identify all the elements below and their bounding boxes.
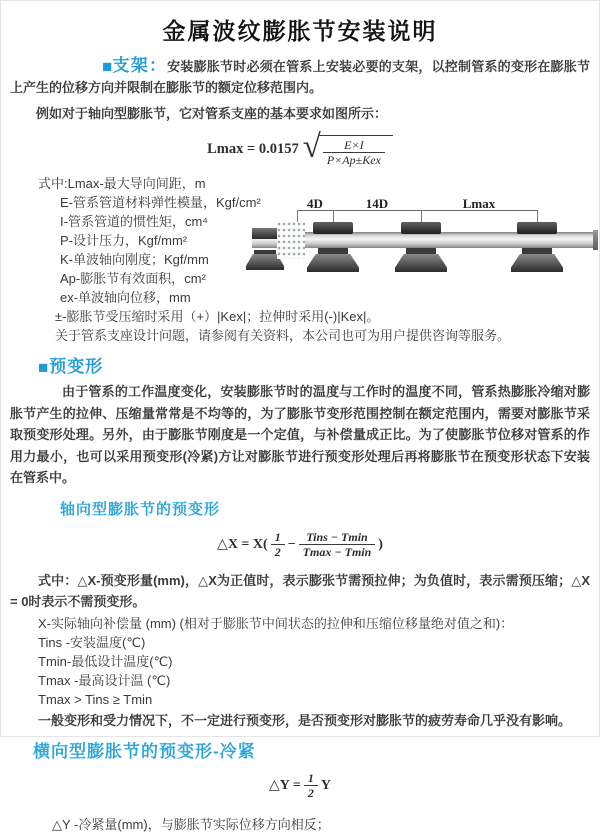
fraction-numerator: 1 [274,530,281,544]
coldspring-note: △Y -冷紧量(mm)，与膨胀节实际位移方向相反； [52,816,330,832]
definition-line: E-管系管道材料弹性模量，Kgf/cm² [60,195,261,210]
axial-closing-note: 一般变形和受力情况下，不一定进行预变形，是否预变形对膨胀节的疲劳寿命几乎没有影响。 [38,712,572,728]
coldspring-formula-lhs: △Y = [269,778,301,793]
guide-support [305,222,361,274]
definition-line: I-管系管道的惯性矩，cm⁴ [60,214,208,229]
definition-line: 式中:Lmax-最大导向间距，m [38,176,206,191]
support-cap [313,222,353,234]
sqrt-radical [302,128,393,167]
fraction-numerator: Tins − Tmin [306,530,368,544]
dim-label-14d: 14D [365,196,389,211]
fraction-denominator: 2 [271,544,285,559]
section-bullet-icon: ■ [102,57,113,76]
support-base [307,254,359,272]
lmax-formula-lhs: Lmax = 0.0157 [207,140,299,157]
fraction-denominator: 2 [304,785,318,800]
support-base [511,254,563,272]
one-half-fraction [271,530,285,559]
coldspring-formula [0,770,600,802]
axial-predeform-formula [0,526,600,564]
predeform-section-heading [38,352,590,377]
lmax-formula-numerator: E×I [344,137,364,152]
note-line: Tmax -最高设计温 (℃) [38,672,171,688]
support-saddle [406,248,436,255]
note-line: Tins -安装温度(℃) [38,634,146,650]
definition-line: K-单波轴向刚度；Kgf/mm [60,252,209,267]
section-bullet-icon: ■ [38,358,50,377]
definition-line: Ap-膨胀节有效面积，cm² [60,271,206,286]
definition-line: ±-膨胀节受压缩时采用（+）|Kex|；拉伸时采用(-)|Kex|。 [55,309,380,324]
support-section-heading: 支架： [112,56,168,75]
definition-line: ex-单波轴向位移，mm [60,290,191,305]
lmax-formula [0,128,600,167]
dim-label-lmax: Lmax [462,196,496,211]
guide-support [393,222,449,274]
bellows-expansion-joint [277,222,305,259]
anchor-cap [252,228,278,239]
support-saddle [522,248,552,255]
one-half-fraction [304,771,318,800]
page-title: 金属波纹膨胀节安装说明 [162,18,438,44]
fraction-numerator: 1 [307,771,314,785]
temperature-fraction [299,530,376,559]
support-intro-paragraph [10,55,590,98]
note-line: Tmin-最低设计温度(℃) [38,653,173,669]
support-example-line: 例如对于轴向型膨胀节，它对管系支座的基本要求如图所示： [36,106,388,121]
minus-sign: − [287,536,296,552]
support-cap [517,222,557,234]
predeform-heading-text: 预变形 [49,357,104,376]
note-line: Tmax > Tins ≥ Tmin [38,691,153,707]
axial-formula-lhs: △X = X( [217,537,268,552]
definition-line: P-设计压力，Kgf/mm² [60,233,188,248]
pipe-end-cap [593,230,598,250]
support-cap [401,222,441,234]
axial-note-paragraph: 式中：△X-预变形量(mm)，△X为正值时，表示膨张节需预拉伸；为负值时，表示需预压缩；△X = 0时表示不需预变形。 [10,572,590,609]
definition-line: 关于管系支座设计问题，请参阅有关资料，本公司也可为用户提供咨询等服务。 [55,328,511,343]
guide-support [509,222,565,274]
support-base [395,254,447,272]
transverse-subheading: 横向型膨胀节的预变形-冷紧 [33,741,256,761]
note-line: X-实际轴向补偿量 (mm) (相对于膨胀节中间状态的拉伸和压缩位移量绝对值之和)： [38,615,514,631]
fraction-denominator: Tmax − Tmin [299,544,376,559]
lmax-formula-denominator: P×Ap±Kex [323,152,385,167]
support-saddle [318,248,348,255]
predeform-paragraph: 由于管系的工作温度变化，安装膨胀节时的温度与工作时的温度不同，管系热膨胀冷缩对膨胀节产生的拉伸、压缩量常常是不均等的，为了膨胀节变形范围控制在额定范围内，需要对膨胀节采取预变形处理。另外，由于膨胀节刚度是一个定值，与补偿量成正比。为了使膨胀节位移对管系的作用力最小，也可以采用预变形(冷紧)方让对膨胀节进行预变形处理后再将膨胀节在预变形状态下安装在管系中。 [10,384,590,485]
axial-subheading: 轴向型膨胀节的预变形 [60,500,221,518]
pipe-support-diagram [252,196,598,292]
axial-formula-rhs: ) [378,536,383,552]
radical-sign: √ [302,128,321,165]
coldspring-formula-rhs: Y [320,777,331,793]
dim-label-4d: 4D [307,196,323,211]
support-intro-text: 安装膨胀节时必须在管系上安装必要的支架，以控制管系的变形在膨胀节上产生的位移方向并限制在膨胀节的额定位移范围内。 [10,59,590,95]
